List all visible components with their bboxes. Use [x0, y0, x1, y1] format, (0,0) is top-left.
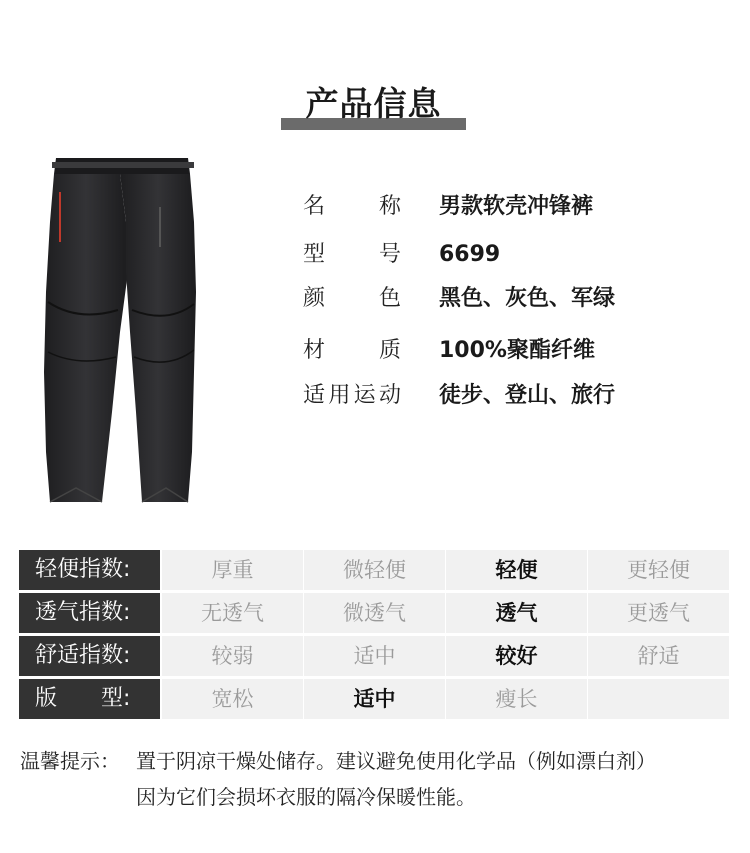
product-image — [38, 152, 203, 507]
spec-value: 黑色、灰色、军绿 — [439, 286, 616, 311]
index-option: 更透气 — [588, 593, 729, 633]
spec-value: 6699 — [439, 242, 501, 267]
index-option: 适中 — [304, 636, 445, 676]
index-option-selected: 较好 — [446, 636, 587, 676]
index-option: 更轻便 — [588, 550, 729, 590]
index-option-selected: 透气 — [446, 593, 587, 633]
index-row — [19, 550, 731, 590]
care-note-text: 因为它们会损坏衣服的隔冷保暖性能。 — [136, 785, 476, 809]
spec-label: 名 称 — [303, 194, 401, 219]
spec-label: 适用运动 — [303, 383, 401, 408]
index-option-selected: 轻便 — [446, 550, 587, 590]
spec-value: 100%聚酯纤维 — [439, 338, 595, 363]
page-title: 产品信息 — [305, 84, 442, 123]
care-note-label: 温馨提示： — [20, 749, 120, 773]
index-row-label: 舒适指数: — [19, 636, 160, 676]
index-option: 宽松 — [162, 679, 303, 719]
index-option — [588, 679, 729, 719]
index-option: 舒适 — [588, 636, 729, 676]
spec-label: 型 号 — [303, 242, 401, 267]
spec-label: 颜 色 — [303, 286, 401, 311]
index-row — [19, 679, 731, 719]
index-option: 微透气 — [304, 593, 445, 633]
index-option: 厚重 — [162, 550, 303, 590]
index-row — [19, 636, 731, 676]
index-option-selected: 适中 — [304, 679, 445, 719]
index-option: 无透气 — [162, 593, 303, 633]
index-row-label: 透气指数: — [19, 593, 160, 633]
spec-value: 徒步、登山、旅行 — [439, 383, 616, 408]
index-option: 较弱 — [162, 636, 303, 676]
spec-value: 男款软壳冲锋裤 — [439, 194, 594, 219]
index-option: 瘦长 — [446, 679, 587, 719]
index-row — [19, 593, 731, 633]
index-option: 微轻便 — [304, 550, 445, 590]
spec-label: 材 质 — [303, 338, 401, 363]
care-note-text: 置于阴凉干燥处储存。建议避免使用化学品（例如漂白剂） — [136, 749, 656, 773]
index-row-label: 轻便指数: — [19, 550, 160, 590]
index-row-label: 版 型: — [19, 679, 160, 719]
